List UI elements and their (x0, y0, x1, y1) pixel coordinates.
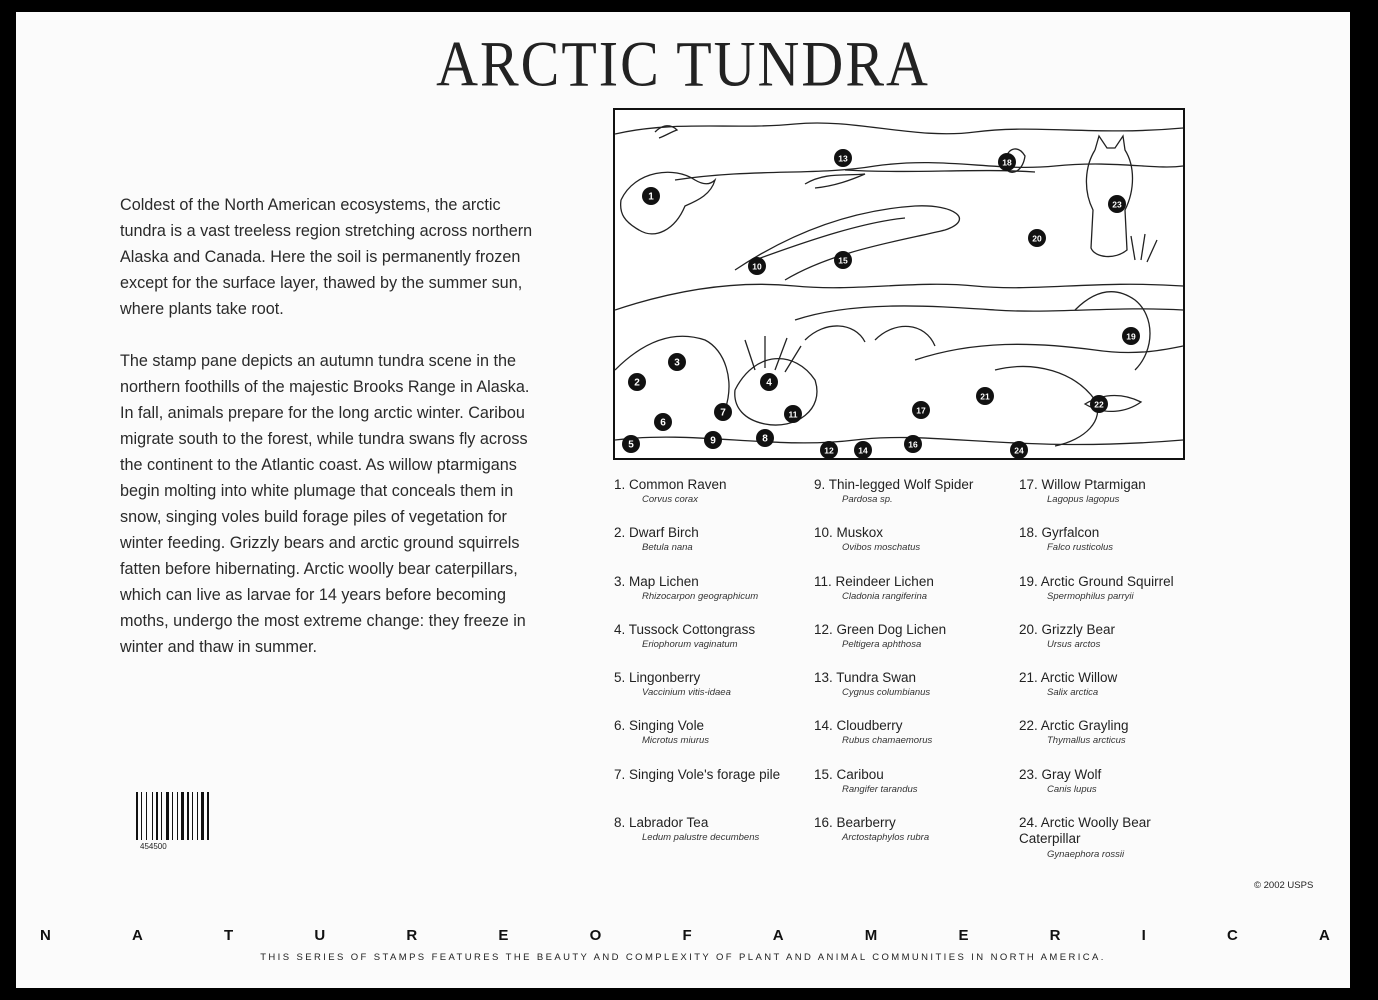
barcode-bar (207, 792, 209, 840)
species-name: 15. Caribou (814, 766, 884, 782)
intro-text (120, 192, 540, 686)
legend-entry (1019, 670, 1229, 718)
series-tagline: THIS SERIES OF STAMPS FEATURES THE BEAUTY AND COMPLEXITY OF PLANT AND ANIMAL COMMUNITIES IN NORTH AMERICA. (260, 952, 1106, 963)
scene-marker-label: 18 (1002, 157, 1012, 168)
scientific-name: Vaccinium vitis-idaea (642, 687, 731, 699)
scene-marker-label: 13 (838, 153, 848, 164)
scene-marker-label: 15 (838, 255, 848, 266)
series-letter: A (132, 927, 143, 944)
scientific-name: Canis lupus (1047, 783, 1097, 795)
series-letter: R (1049, 927, 1061, 944)
legend-entry (814, 525, 1024, 573)
scene-marker-label: 11 (788, 409, 798, 420)
species-name: 5. Lingonberry (614, 670, 701, 686)
page-title: ARCTIC TUNDRA (436, 27, 930, 100)
series-letter: F (682, 927, 692, 944)
scientific-name: Salix arctica (1047, 687, 1099, 699)
legend-entry (814, 670, 1024, 718)
scientific-name: Rubus chamaemorus (842, 735, 933, 747)
series-letter: T (224, 927, 234, 944)
barcode-bar (187, 792, 189, 840)
barcode-bar (136, 792, 138, 840)
legend-entry (614, 525, 824, 573)
species-name: 4. Tussock Cottongrass (614, 621, 756, 637)
scene-drawing (615, 110, 1183, 458)
scene-marker-label: 22 (1094, 399, 1104, 410)
scientific-name: Arctostaphylos rubra (842, 832, 930, 844)
scientific-name: Falco rusticolus (1047, 542, 1113, 554)
legend-entry (1019, 718, 1229, 766)
barcode-bar (172, 792, 173, 840)
legend-entry (614, 767, 824, 815)
barcode-number: 454500 (140, 842, 167, 851)
species-name: 12. Green Dog Lichen (814, 621, 947, 637)
species-name: 21. Arctic Willow (1019, 670, 1118, 686)
stamp-sheet (16, 12, 1350, 988)
species-name: 19. Arctic Ground Squirrel (1019, 573, 1174, 589)
series-letter: A (1319, 927, 1330, 944)
barcode-bar (192, 792, 193, 840)
scientific-name: Cladonia rangiferina (842, 590, 928, 602)
scene-marker-label: 19 (1126, 331, 1136, 342)
scene-marker-label: 16 (908, 439, 918, 450)
barcode-bar (141, 792, 142, 840)
series-letter: E (958, 927, 969, 944)
barcode-bar (152, 792, 153, 840)
scene-marker-label: 7 (720, 407, 726, 419)
series-letter: A (772, 927, 784, 944)
scientific-name: Microtus miurus (642, 735, 710, 747)
legend-entry (814, 477, 1024, 525)
scientific-name: Peltigera aphthosa (842, 638, 922, 650)
species-name: 10. Muskox (814, 525, 884, 541)
scientific-name: Cygnus columbianus (842, 687, 931, 699)
scene-marker-label: 4 (766, 377, 772, 389)
tundra-scene-illustration (613, 108, 1185, 460)
scene-marker-label: 9 (710, 435, 716, 447)
scientific-name: Eriophorum vaginatum (642, 638, 738, 650)
scene-marker-label: 17 (916, 405, 926, 416)
scene-marker-label: 14 (858, 445, 868, 456)
scientific-name: Gynaephora rossii (1047, 849, 1125, 861)
legend-entry (1019, 622, 1229, 670)
series-letter: M (864, 927, 878, 944)
barcode-bar (201, 792, 204, 840)
legend-entry (614, 622, 824, 670)
barcode-bar (197, 792, 198, 840)
species-name: 11. Reindeer Lichen (814, 573, 934, 589)
species-name: 18. Gyrfalcon (1019, 525, 1100, 541)
barcode (136, 792, 212, 840)
legend-entry (814, 767, 1024, 815)
scientific-name: Ledum palustre decumbens (642, 832, 760, 844)
barcode-bar (146, 792, 147, 840)
legend-entry (614, 670, 824, 718)
series-letter: O (589, 927, 602, 944)
series-letter: R (406, 927, 418, 944)
scene-marker-label: 10 (752, 261, 762, 272)
species-name: 24. Arctic Woolly Bear Caterpillar (1019, 815, 1151, 847)
species-name: 16. Bearberry (814, 815, 896, 831)
scientific-name: Rhizocarpon geographicum (642, 590, 759, 602)
species-name: 8. Labrador Tea (614, 815, 709, 831)
scene-marker-label: 21 (980, 391, 990, 402)
legend-column-2 (814, 477, 1024, 863)
scene-marker-label: 1 (648, 191, 654, 203)
series-letter: I (1141, 927, 1146, 944)
species-name: 1. Common Raven (614, 477, 727, 492)
barcode-bar (166, 792, 169, 840)
legend-entry (614, 718, 824, 766)
legend-entry (814, 622, 1024, 670)
scene-marker-label: 24 (1014, 445, 1024, 456)
species-name: 6. Singing Vole (614, 718, 705, 734)
scientific-name: Lagopus lagopus (1047, 494, 1120, 505)
barcode-bar (177, 792, 178, 840)
legend-entry (1019, 815, 1229, 863)
legend-entry (1019, 574, 1229, 622)
scene-marker-label: 20 (1032, 233, 1042, 244)
scene-marker-label: 23 (1112, 199, 1122, 210)
barcode-bar (161, 792, 162, 840)
barcode-bar (181, 792, 184, 840)
intro-paragraph-2: The stamp pane depicts an autumn tundra scene in the northern foothills of the majestic Brooks Range in Alaska. In fall, animals prepare for the long arctic winter. Caribou migrate south to the forest, while tundra swans fly across the continent to the Atlantic coast. As willow ptarmigans begin molting into white plumage that conceals them in snow, singing voles build forage piles of vegetation for winter feeding. Grizzly bears and arctic ground squirrels fatten before hibernating. Arctic woolly bear caterpillars, which can live as larvae for 14 years before becoming moths, undergo the most extreme change: they freeze in winter and thaw in summer. (120, 352, 530, 656)
series-letter: N (40, 927, 51, 944)
barcode-bar (156, 792, 158, 840)
scene-marker-label: 12 (824, 445, 834, 456)
scene-marker-label: 2 (634, 377, 640, 389)
legend-entry (614, 815, 824, 863)
species-name: 14. Cloudberry (814, 718, 903, 734)
legend-entry (814, 815, 1024, 863)
species-legend (614, 477, 1334, 897)
species-name: 17. Willow Ptarmigan (1019, 477, 1146, 492)
legend-entry (1019, 767, 1229, 815)
series-letter: C (1227, 927, 1238, 944)
scientific-name: Spermophilus parryii (1047, 590, 1134, 602)
legend-entry (1019, 525, 1229, 573)
legend-entry (1019, 477, 1229, 525)
legend-entry (814, 574, 1024, 622)
species-name: 23. Gray Wolf (1019, 766, 1102, 782)
series-letter: U (314, 927, 326, 944)
series-letter: E (498, 927, 509, 944)
species-name: 20. Grizzly Bear (1019, 621, 1116, 637)
species-name: 22. Arctic Grayling (1019, 718, 1129, 734)
scene-marker-label: 5 (628, 439, 634, 451)
legend-entry (614, 574, 824, 622)
legend-column-3 (1019, 477, 1229, 863)
scene-marker-label: 6 (660, 417, 666, 429)
scientific-name: Corvus corax (642, 494, 698, 505)
intro-paragraph-1: Coldest of the North American ecosystems, the arctic tundra is a vast treeless region stretching across northern Alaska and Canada. Here the soil is permanently frozen except for the surface layer, thawed by the summer sun, where plants take root. (120, 196, 533, 318)
species-name: 9. Thin-legged Wolf Spider (814, 477, 974, 492)
scene-marker-label: 8 (762, 433, 768, 445)
scientific-name: Rangifer tarandus (842, 783, 918, 795)
copyright: © 2002 USPS (1254, 880, 1314, 891)
scientific-name: Betula nana (642, 542, 693, 554)
species-name: 3. Map Lichen (614, 573, 699, 589)
legend-entry (614, 477, 824, 525)
species-name: 2. Dwarf Birch (614, 525, 699, 541)
scientific-name: Thymallus arcticus (1047, 735, 1126, 747)
legend-column-1 (614, 477, 824, 863)
species-name: 7. Singing Vole's forage pile (614, 766, 781, 782)
scientific-name: Ursus arctos (1047, 638, 1101, 650)
scientific-name: Pardosa sp. (842, 494, 893, 505)
scientific-name: Ovibos moschatus (842, 542, 921, 554)
species-name: 13. Tundra Swan (814, 670, 917, 686)
scene-marker-label: 3 (674, 357, 680, 369)
legend-entry (814, 718, 1024, 766)
series-title (40, 927, 1330, 944)
